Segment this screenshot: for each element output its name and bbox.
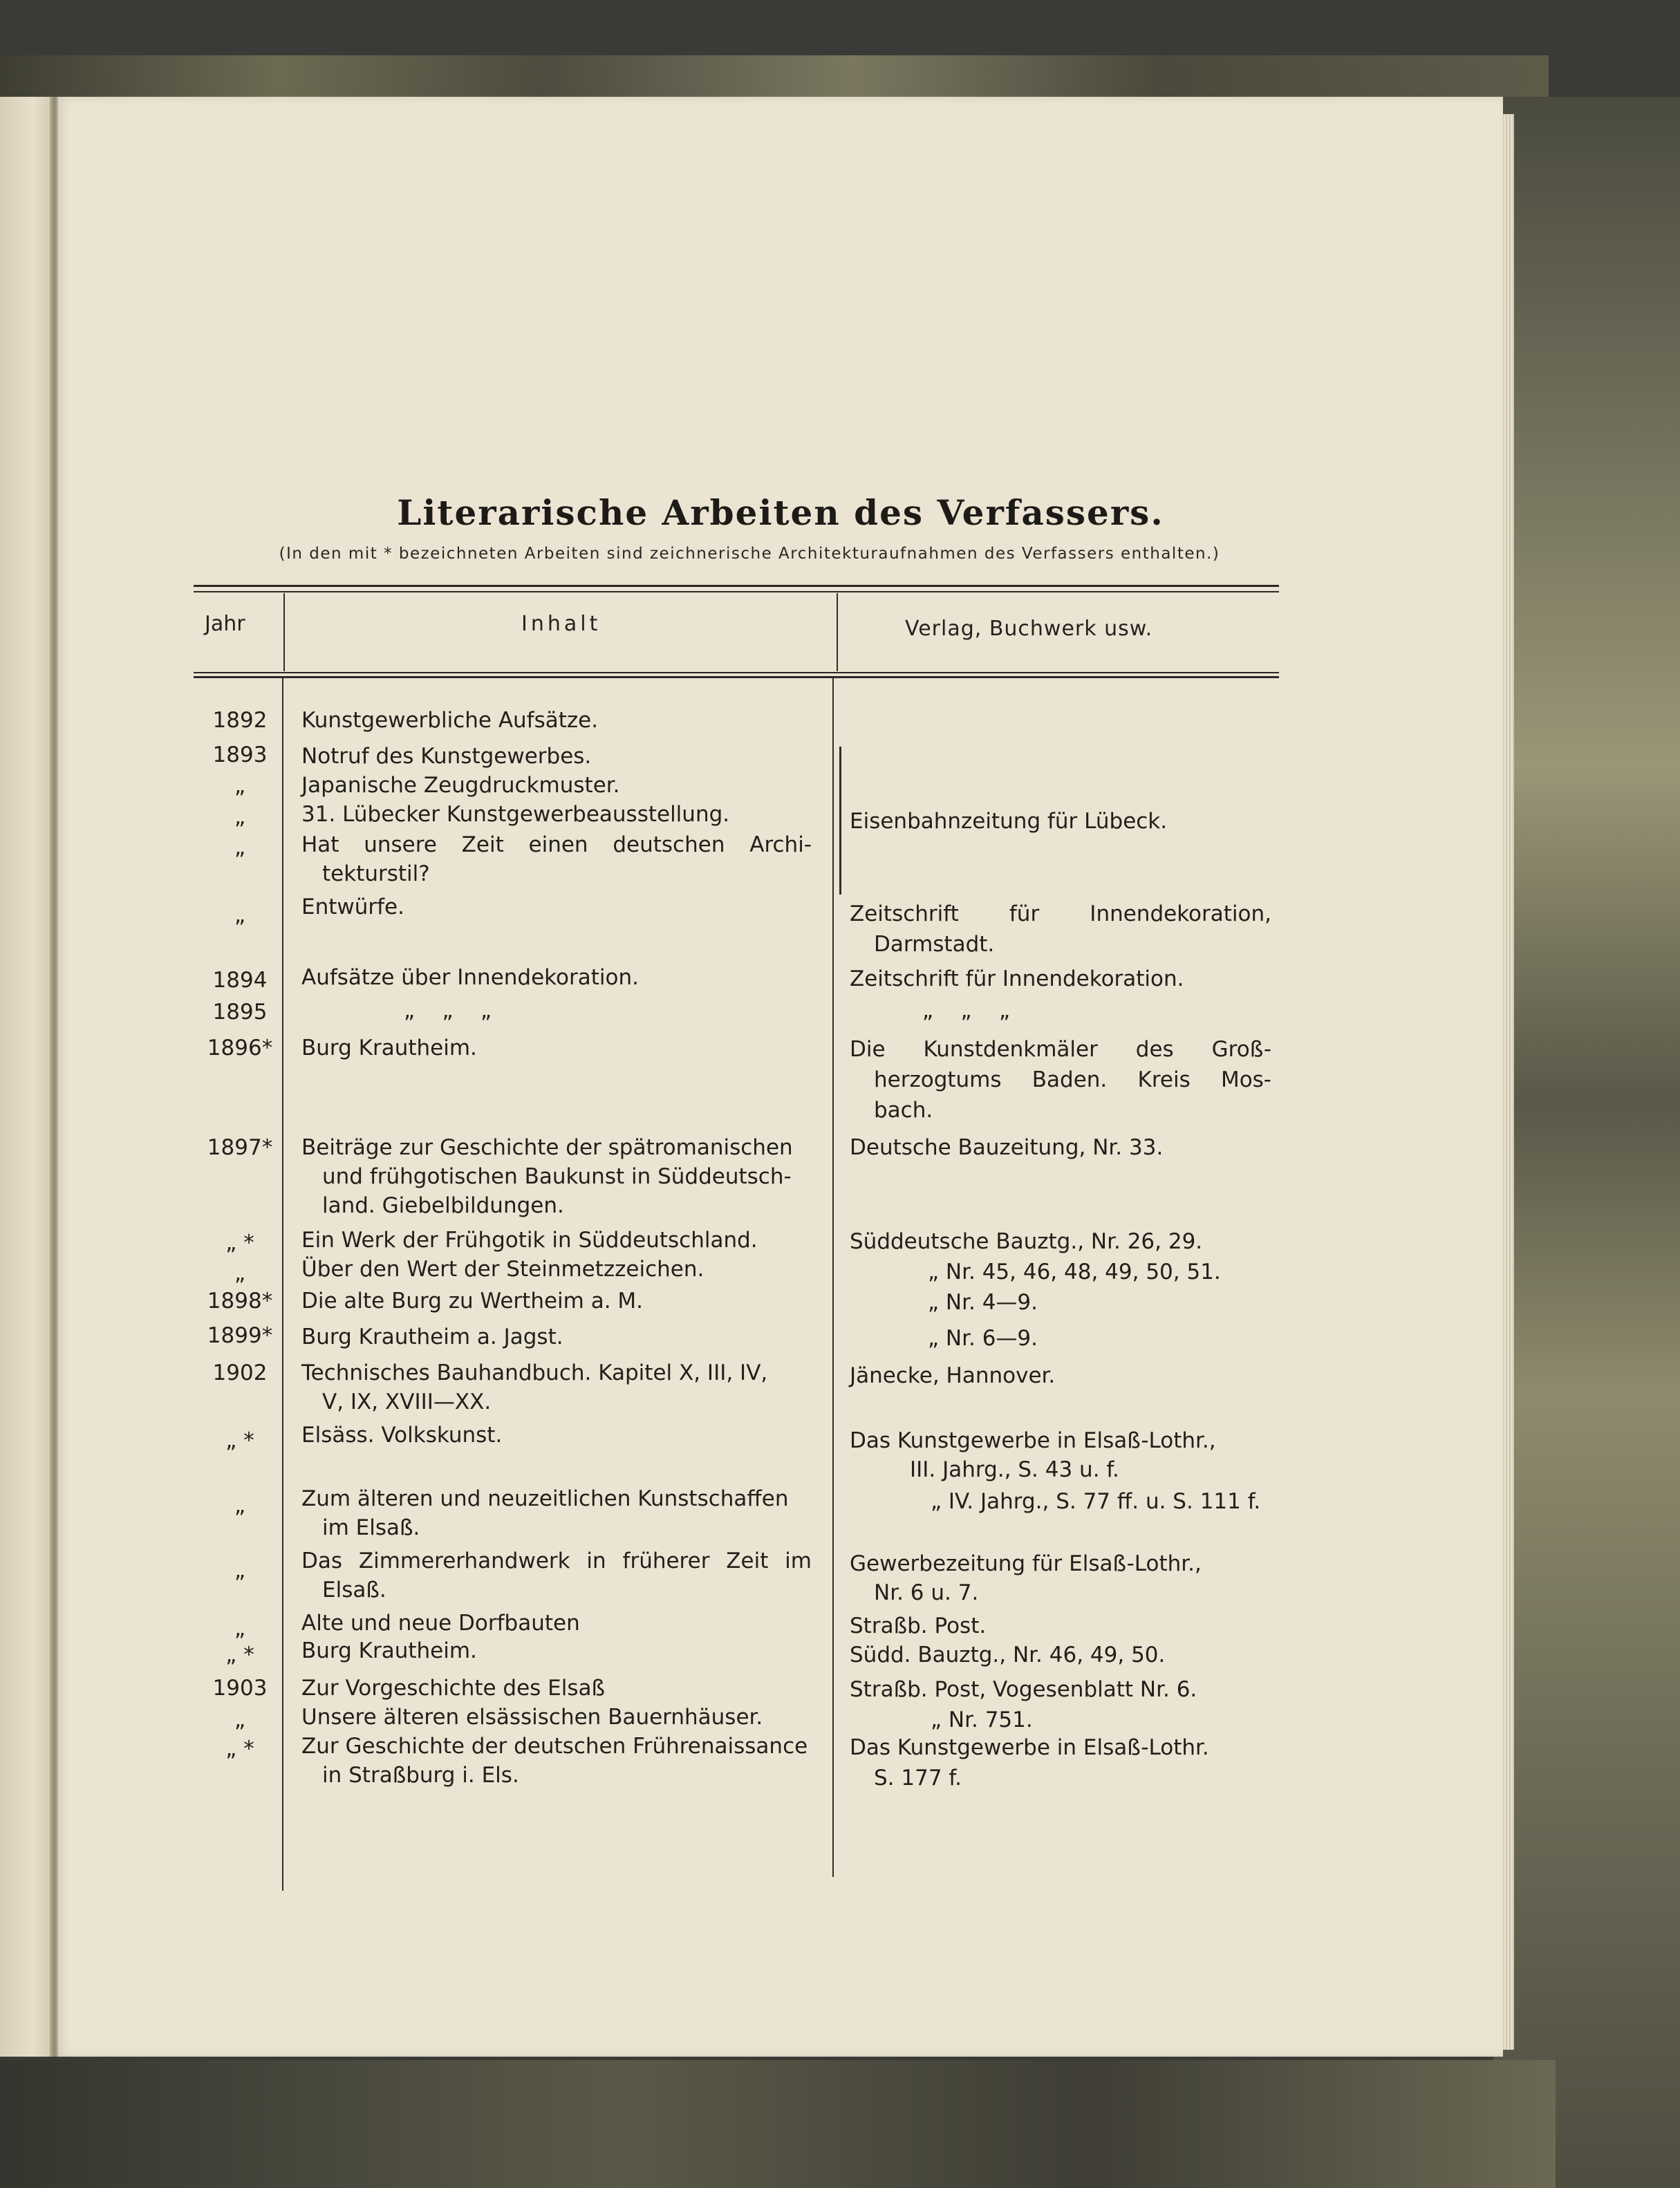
row-content: Beiträge zur Geschichte der spätromanischen [301, 1135, 793, 1160]
row-year: 1894 [212, 968, 268, 993]
row-year: „ [234, 1261, 246, 1286]
row-year: „ [234, 835, 246, 860]
row-content: Elsäss. Volkskunst. [301, 1423, 503, 1448]
row-year: „ [234, 903, 246, 928]
row-content-cont: und frühgotischen Baukunst in Süddeutsch- [322, 1164, 792, 1189]
row-publisher: „ Nr. 6—9. [928, 1326, 1038, 1351]
left-page-edge [0, 97, 55, 2057]
grouping-bracket [839, 747, 841, 895]
row-publisher: Die Kunstdenkmäler des Groß- [850, 1037, 1271, 1062]
row-content: Alte und neue Dorfbauten [301, 1611, 580, 1636]
row-publisher-cont: herzogtums Baden. Kreis Mos- [874, 1067, 1271, 1092]
row-publisher: Das Kunstgewerbe in Elsaß-Lothr., [850, 1428, 1216, 1453]
row-content-cont: V, IX, XVIII—XX. [322, 1390, 492, 1414]
row-content: Zum älteren und neuzeitlichen Kunstschaffen [301, 1486, 789, 1511]
row-content: Burg Krautheim. [301, 1638, 477, 1663]
row-publisher-cont: bach. [874, 1098, 933, 1123]
row-publisher-cont: S. 177 f. [874, 1766, 962, 1790]
row-publisher: „ IV. Jahrg., S. 77 ff. u. S. 111 f. [931, 1489, 1261, 1514]
column-divider [837, 593, 838, 671]
row-content: Technisches Bauhandbuch. Kapitel X, III, IV, [301, 1361, 768, 1385]
book-cover-bottom [0, 2060, 1556, 2188]
row-content-cont: land. Giebelbildungen. [322, 1193, 564, 1218]
row-publisher-cont: Nr. 6 u. 7. [874, 1580, 979, 1605]
header-bottom-rule [194, 676, 1279, 678]
row-publisher-cont: Darmstadt. [874, 932, 995, 957]
row-content: Entwürfe. [301, 895, 404, 919]
row-year: „ [234, 1558, 246, 1583]
row-year: 1893 [212, 742, 268, 767]
row-year: „ * [225, 1231, 254, 1255]
row-content-cont: in Straßburg i. Els. [322, 1763, 519, 1788]
row-publisher: Süddeutsche Bauztg., Nr. 26, 29. [850, 1229, 1203, 1254]
row-content: Zur Geschichte der deutschen Frührenaissance [301, 1734, 808, 1759]
row-publisher: „ Nr. 45, 46, 48, 49, 50, 51. [928, 1260, 1221, 1284]
row-year: 1895 [212, 1000, 268, 1025]
column-divider [282, 677, 283, 1891]
column-divider [283, 593, 285, 671]
row-content: 31. Lübecker Kunstgewerbeausstellung. [301, 802, 730, 827]
row-year: „ * [225, 1428, 254, 1453]
page-title: Literarische Arbeiten des Verfassers. [397, 492, 1164, 533]
row-publisher: Zeitschrift für Innendekoration, [850, 901, 1271, 926]
row-publisher-cont: III. Jahrg., S. 43 u. f. [910, 1457, 1119, 1482]
book-cover-right [1493, 97, 1680, 2188]
row-content: Über den Wert der Steinmetzzeichen. [301, 1257, 704, 1282]
row-content: Aufsätze über Innendekoration. [301, 965, 639, 990]
column-header-jahr: Jahr [205, 612, 245, 636]
row-publisher: Gewerbezeitung für Elsaß-Lothr., [850, 1551, 1202, 1576]
row-content: „ „ „ [404, 998, 492, 1023]
row-content: Kunstgewerbliche Aufsätze. [301, 708, 599, 733]
row-year: „ [234, 1708, 246, 1732]
row-content: Die alte Burg zu Wertheim a. M. [301, 1289, 644, 1313]
row-year: „ [234, 1616, 246, 1641]
row-content-cont: tekturstil? [322, 861, 430, 886]
row-year: 1897* [207, 1135, 273, 1160]
row-year: „ [234, 774, 246, 798]
row-publisher: Deutsche Bauzeitung, Nr. 33. [850, 1135, 1164, 1160]
row-content: Japanische Zeugdruckmuster. [301, 773, 620, 798]
row-publisher: Eisenbahnzeitung für Lübeck. [850, 809, 1168, 834]
row-year: 1902 [212, 1361, 268, 1385]
row-year: „ * [225, 1737, 254, 1761]
document-page [58, 97, 1503, 2057]
row-content: Unsere älteren elsässischen Bauernhäuser. [301, 1705, 763, 1730]
column-divider [832, 677, 834, 1877]
row-content: Ein Werk der Frühgotik in Süddeutschland. [301, 1228, 758, 1253]
row-publisher: „ Nr. 751. [931, 1708, 1033, 1732]
row-publisher: Straßb. Post, Vogesenblatt Nr. 6. [850, 1677, 1197, 1702]
row-year: „ * [225, 1643, 254, 1667]
page-subtitle: (In den mit * bezeichneten Arbeiten sind zeichnerische Architekturaufnahmen des Verfassers enthalten.) [279, 545, 1220, 563]
row-publisher: Jänecke, Hannover. [850, 1363, 1056, 1388]
row-content-cont: Elsaß. [322, 1578, 386, 1602]
row-year: 1898* [207, 1289, 273, 1313]
row-year: 1899* [207, 1323, 273, 1348]
column-header-verlag: Verlag, Buchwerk usw. [905, 617, 1153, 641]
row-year: 1903 [212, 1676, 268, 1701]
row-publisher: Das Kunstgewerbe in Elsaß-Lothr. [850, 1735, 1209, 1760]
row-year: 1892 [212, 708, 268, 733]
row-year: 1896* [207, 1036, 273, 1060]
row-publisher: Zeitschrift für Innendekoration. [850, 966, 1184, 991]
row-content: Burg Krautheim. [301, 1036, 477, 1060]
table-top-rule [194, 585, 1279, 587]
column-header-inhalt: Inhalt [521, 612, 601, 636]
row-content: Hat unsere Zeit einen deutschen Archi- [301, 832, 812, 857]
row-content: Das Zimmererhandwerk in früherer Zeit im [301, 1549, 812, 1573]
row-content: Zur Vorgeschichte des Elsaß [301, 1676, 606, 1701]
header-bottom-rule-thin [194, 672, 1279, 673]
row-content: Burg Krautheim a. Jagst. [301, 1325, 563, 1349]
row-publisher: Südd. Bauztg., Nr. 46, 49, 50. [850, 1643, 1166, 1667]
row-publisher: Straßb. Post. [850, 1614, 987, 1638]
row-content-cont: im Elsaß. [322, 1515, 420, 1540]
row-publisher: „ „ „ [922, 998, 1011, 1023]
row-year: „ [234, 805, 246, 830]
row-year: „ [234, 1493, 246, 1518]
row-content: Notruf des Kunstgewerbes. [301, 744, 592, 769]
row-publisher: „ Nr. 4—9. [928, 1290, 1038, 1315]
table-top-rule-thin [194, 591, 1279, 592]
